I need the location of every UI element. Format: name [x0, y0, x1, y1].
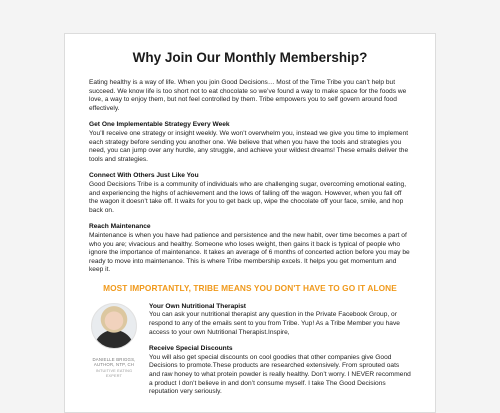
section-heading: Get One Implementable Strategy Every Week — [89, 121, 230, 129]
highlight-banner: MOST IMPORTANTLY, TRIBE MEANS YOU DON'T HAVE TO GO IT ALONE — [103, 282, 397, 293]
feature-body: You can ask your nutritional therapist any question in the Private Facebook Group, or respond to any of the emails sent to you from Tribe. Yup! As a Tribe Member you have access to your own Nutritional Therapist.Inspire, — [149, 311, 400, 336]
profile-subtitle: INTUITIVE EATING EXPERT — [95, 368, 133, 378]
feature-heading: Your Own Nutritional Therapist — [149, 302, 246, 310]
section-body: Maintenance is when you have had patience and persistence and the new habit, over time becomes a part of who you are; vivacious and healthy. Someone who loses weight, then gains it back is typical of people who ignore the importance of maintenance. It takes an average of 6 months of concerted action before you may be ready to move into maintenance. This is where Tribe membership excels. It helps you get momentum and keep it. — [89, 231, 410, 274]
feature-heading: Receive Special Discounts — [149, 345, 233, 353]
page-title: Why Join Our Monthly Membership? — [132, 50, 368, 65]
section-connect-others — [89, 172, 411, 215]
section-weekly-strategy — [89, 121, 411, 164]
features-text — [149, 303, 411, 405]
section-body: You’ll receive one strategy or insight weekly. We won’t overwhelm you, instead we give you time to implement each strategy before sending you another one. We believe that when you have the tools and strategies you need, you can jump over any hurdle, any struggle, and achieve your wildest dreams! These emails deliver the tools and strategies. — [89, 129, 409, 163]
avatar — [91, 303, 137, 349]
intro-paragraph: Eating healthy is a way of life. When you join Good Decisions… Most of the Time Tribe you can’t help but succeed. We know life is too short not to eat chocolate so we’ve found a way to make space for the foods we love, a way to enjoy them, but not feel controlled by them. Tribe empowers you to self govern around food effectively. — [89, 79, 407, 112]
section-heading: Connect With Others Just Like You — [89, 172, 199, 180]
profile-column — [89, 303, 139, 405]
membership-card — [64, 33, 436, 413]
features-row — [89, 303, 411, 405]
section-reach-maintenance — [89, 223, 411, 275]
feature-body: You will also get special discounts on cool goodies that other companies give Good Decisions to promote.These products are researched extensively. From sprouted oats and raw honey to what protein powder is really healthy. Don’t worry. I NEVER recommend a product I don’t believe in and don’t consume myself. I take The Good Decisions reputation very seriously. — [149, 353, 411, 396]
profile-name: DANIELLE BRIGGS, AUTHOR, NTP, CH — [92, 356, 136, 368]
section-body: Good Decisions Tribe is a community of individuals who are challenging sugar, overcoming emotional eating, and experiencing the highs of achievement and the lows of falling off the wagon. However, when you fall off the wagon it doesn’t take off. It waits for you to get back up, wipe the chocolate off your face, smile, and hop back on. — [89, 180, 407, 214]
section-heading: Reach Maintenance — [89, 223, 151, 231]
